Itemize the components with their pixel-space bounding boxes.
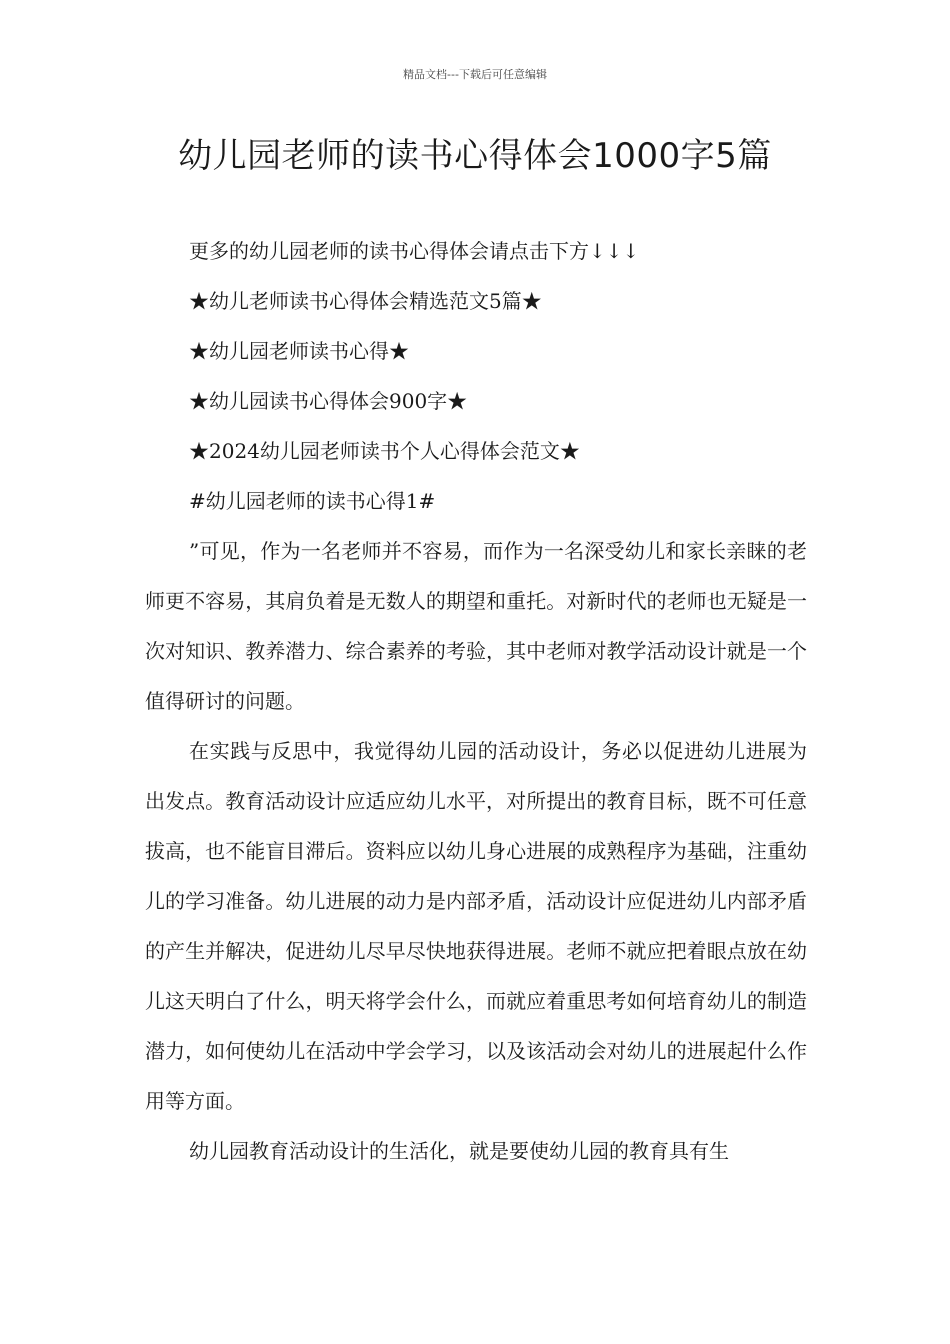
section-heading: #幼儿园老师的读书心得1# [189, 489, 436, 513]
body-paragraph-2: 在实践与反思中，我觉得幼儿园的活动设计，务必以促进幼儿进展为出发点。教育活动设计应适应幼儿水平，对所提出的教育目标，既不可任意拔高，也不能盲目滞后。资料应以幼儿身心进展的成熟程序为基础，注重幼儿的学习准备。幼儿进展的动力是内部矛盾，活动设计应促进幼儿内部矛盾的产生并解决，促进幼儿尽早尽快地获得进展。老师不就应把着眼点放在幼儿这天明白了什么，明天将学会什么，而就应着重思考如何培育幼儿的制造潜力，如何使幼儿在活动中学会学习，以及该活动会对幼儿的进展起什么作用等方面。 [145, 739, 807, 1113]
related-link-3[interactable]: ★幼儿园读书心得体会900字★ [189, 389, 468, 413]
related-link-1[interactable]: ★幼儿老师读书心得体会精选范文5篇★ [189, 289, 542, 313]
page-header-note: 精品文档---下载后可任意编辑 [403, 68, 547, 81]
body-paragraph-3: 幼儿园教育活动设计的生活化，就是要使幼儿园的教育具有生 [189, 1139, 729, 1163]
related-link-4[interactable]: ★2024幼儿园老师读书个人心得体会范文★ [189, 439, 580, 463]
document-body [145, 226, 807, 1176]
body-paragraph-1: ”可见，作为一名老师并不容易，而作为一名深受幼儿和家长亲睐的老师更不容易，其肩负着是无数人的期望和重托。对新时代的老师也无疑是一次对知识、教养潜力、综合素养的考验，其中老师对教学活动设计就是一个值得研讨的问题。 [145, 539, 807, 713]
document-title: 幼儿园老师的读书心得体会1000字5篇 [178, 136, 772, 176]
intro-text: 更多的幼儿园老师的读书心得体会请点击下方↓↓↓ [189, 239, 640, 263]
related-link-2[interactable]: ★幼儿园老师读书心得★ [189, 339, 409, 363]
